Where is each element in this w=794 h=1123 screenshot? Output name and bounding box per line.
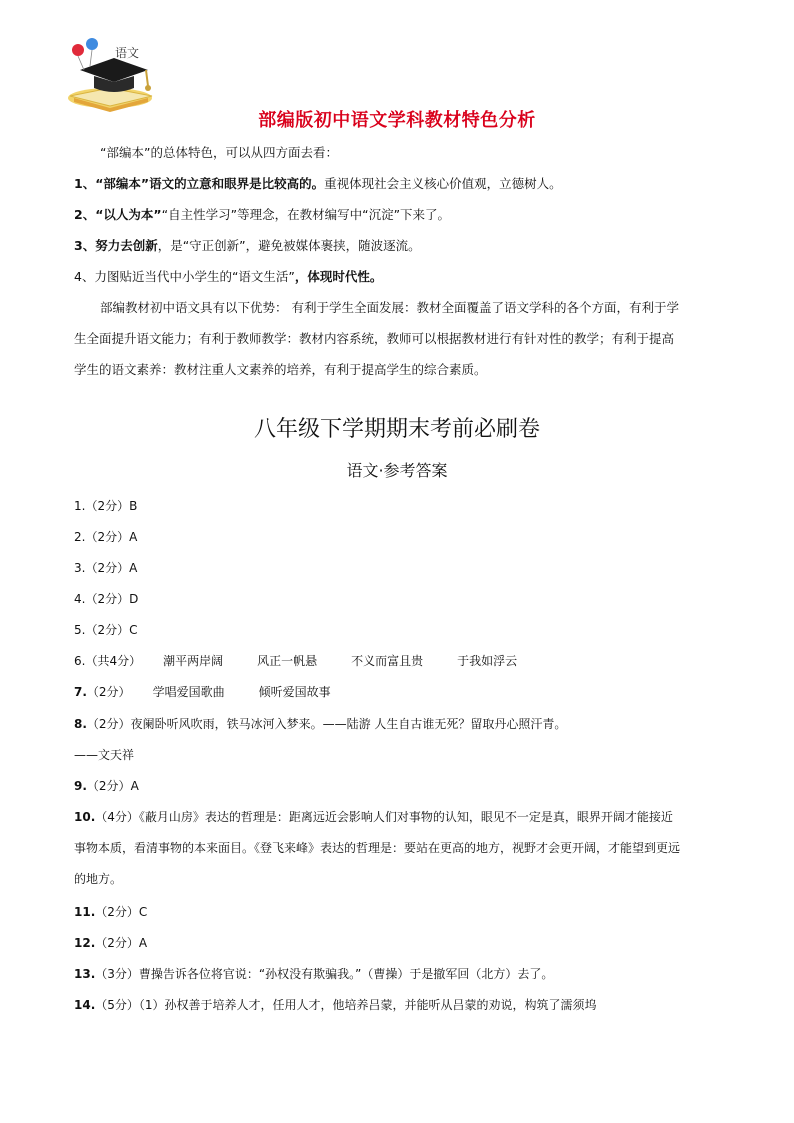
answer-6 xyxy=(74,653,680,669)
answer-9 xyxy=(74,778,680,794)
promo-point-1 xyxy=(74,176,724,192)
exam-title: 八年级下学期期末考前必刷卷 xyxy=(253,417,540,442)
answer-item: 于我如浮云 xyxy=(457,654,518,668)
answer-score: （2分） xyxy=(85,530,130,544)
answer-number: 9. xyxy=(74,779,87,793)
promo-point-2 xyxy=(74,207,724,223)
answer-number: 11. xyxy=(74,905,96,919)
answer-number: 6. xyxy=(74,654,86,668)
answer-text: A xyxy=(130,779,139,793)
point-text: 4、力图贴近当代中小学生的“语文生活” xyxy=(74,269,295,284)
answer-score: （2分） xyxy=(85,592,130,606)
point-bold: 2、“以人为本” xyxy=(74,207,162,222)
answer-score: （2分） xyxy=(85,561,130,575)
point-text: ，是“守正创新”，避免被媒体裹挟，随波逐流。 xyxy=(157,238,421,253)
answer-score: （2分） xyxy=(86,717,131,731)
answer-3 xyxy=(74,560,680,576)
answer-text: A xyxy=(138,936,148,950)
answer-score: （5分） xyxy=(95,998,139,1012)
answer-score: （共4分） xyxy=(85,654,142,668)
answer-14 xyxy=(74,997,680,1013)
answer-text: A xyxy=(129,561,138,575)
point-text: 重视体现社会主义核心价值观，立德树人。 xyxy=(324,176,562,191)
answer-7 xyxy=(74,684,680,700)
answer-11 xyxy=(74,904,680,920)
answer-12 xyxy=(74,935,680,951)
answer-13 xyxy=(74,966,680,982)
answer-score: （2分） xyxy=(85,623,130,637)
answer-item: 潮平两岸阔 xyxy=(163,654,224,668)
answer-number: 4. xyxy=(74,592,86,606)
logo-label: 语文 xyxy=(115,46,140,60)
answer-number: 7. xyxy=(74,685,87,699)
answer-score: （2分） xyxy=(95,905,139,919)
answer-4 xyxy=(74,591,680,607)
answer-score: （2分） xyxy=(86,779,131,793)
answer-text: B xyxy=(129,499,138,513)
point-text: “自主性学习”等理念，在教材编写中“沉淀”下来了。 xyxy=(161,207,451,222)
answer-number: 13. xyxy=(74,967,96,981)
answer-8 xyxy=(74,716,680,732)
answer-score: （2分） xyxy=(86,685,131,699)
answer-score: （4分） xyxy=(95,810,139,824)
answer-number: 8. xyxy=(74,717,87,731)
promo-advantages: 部编教材初中语文具有以下优势： 有利于学生全面发展：教材全面覆盖了语文学科的各个方面，有利于学生全面提升语文能力；有利于教师教学：教材内容系统，教师可以根据教材进行有针对性的教学；有利于提高学生的语文素养：教材注重人文素养的培养，有利于提高学生的综合素质。 xyxy=(74,300,679,377)
answer-text: D xyxy=(129,592,139,606)
answer-10 xyxy=(74,802,680,895)
answer-item: 风正一帆悬 xyxy=(257,654,318,668)
promo-point-3 xyxy=(74,238,724,254)
answer-number: 12. xyxy=(74,936,96,950)
graduation-cap-book-logo xyxy=(60,36,160,114)
answer-2 xyxy=(74,529,680,545)
answer-8-continued: ——文天祥 xyxy=(74,748,135,762)
answer-text: C xyxy=(138,905,148,919)
answer-item: 学唱爱国歌曲 xyxy=(152,685,225,699)
answer-5 xyxy=(74,622,680,638)
point-bold: 1、“部编本”语文的立意和眼界是比较高的。 xyxy=(74,176,325,191)
answer-text: （1）孙权善于培养人才，任用人才，他培养吕蒙，并能听从吕蒙的劝说，构筑了濡须坞 xyxy=(138,998,597,1012)
answer-score: （2分） xyxy=(85,499,130,513)
answer-number: 5. xyxy=(74,623,86,637)
answer-number: 14. xyxy=(74,998,96,1012)
answer-text: C xyxy=(129,623,138,637)
promo-intro: “部编本”的总体特色，可以从四方面去看： xyxy=(100,145,338,160)
answer-item: 倾听爱国故事 xyxy=(258,685,331,699)
answer-score: （2分） xyxy=(95,936,139,950)
answer-number: 10. xyxy=(74,810,96,824)
answer-text: A xyxy=(129,530,138,544)
exam-subtitle: 语文·参考答案 xyxy=(346,461,448,480)
promo-point-4 xyxy=(74,269,724,285)
answer-text: 《蔽月山房》表达的哲理是：距离远近会影响人们对事物的认知，眼见不一定是真，眼界开阔才能接近事物本质，看清事物的本来面目。《登飞来峰》表达的哲理是：要站在更高的地方，视野才会更开阔，才能望到更远的地方。 xyxy=(74,810,681,886)
promo-title: 部编版初中语文学科教材特色分析 xyxy=(258,110,536,131)
answer-number: 2. xyxy=(74,530,86,544)
answer-item: 不义而富且贵 xyxy=(351,654,424,668)
answer-text: 夜阑卧听风吹雨，铁马冰河入梦来。——陆游 人生自古谁无死？留取丹心照汗青。 xyxy=(130,717,567,731)
answer-1 xyxy=(74,498,680,514)
point-bold: 3、努力去创新 xyxy=(74,238,158,253)
answer-number: 1. xyxy=(74,499,86,513)
answer-score: （3分） xyxy=(95,967,139,981)
point-bold: ，体现时代性。 xyxy=(294,269,383,284)
answer-number: 3. xyxy=(74,561,86,575)
answer-text: 曹操告诉各位将官说：“孙权没有欺骗我。”（曹操）于是撤军回（北方）去了。 xyxy=(138,967,554,981)
